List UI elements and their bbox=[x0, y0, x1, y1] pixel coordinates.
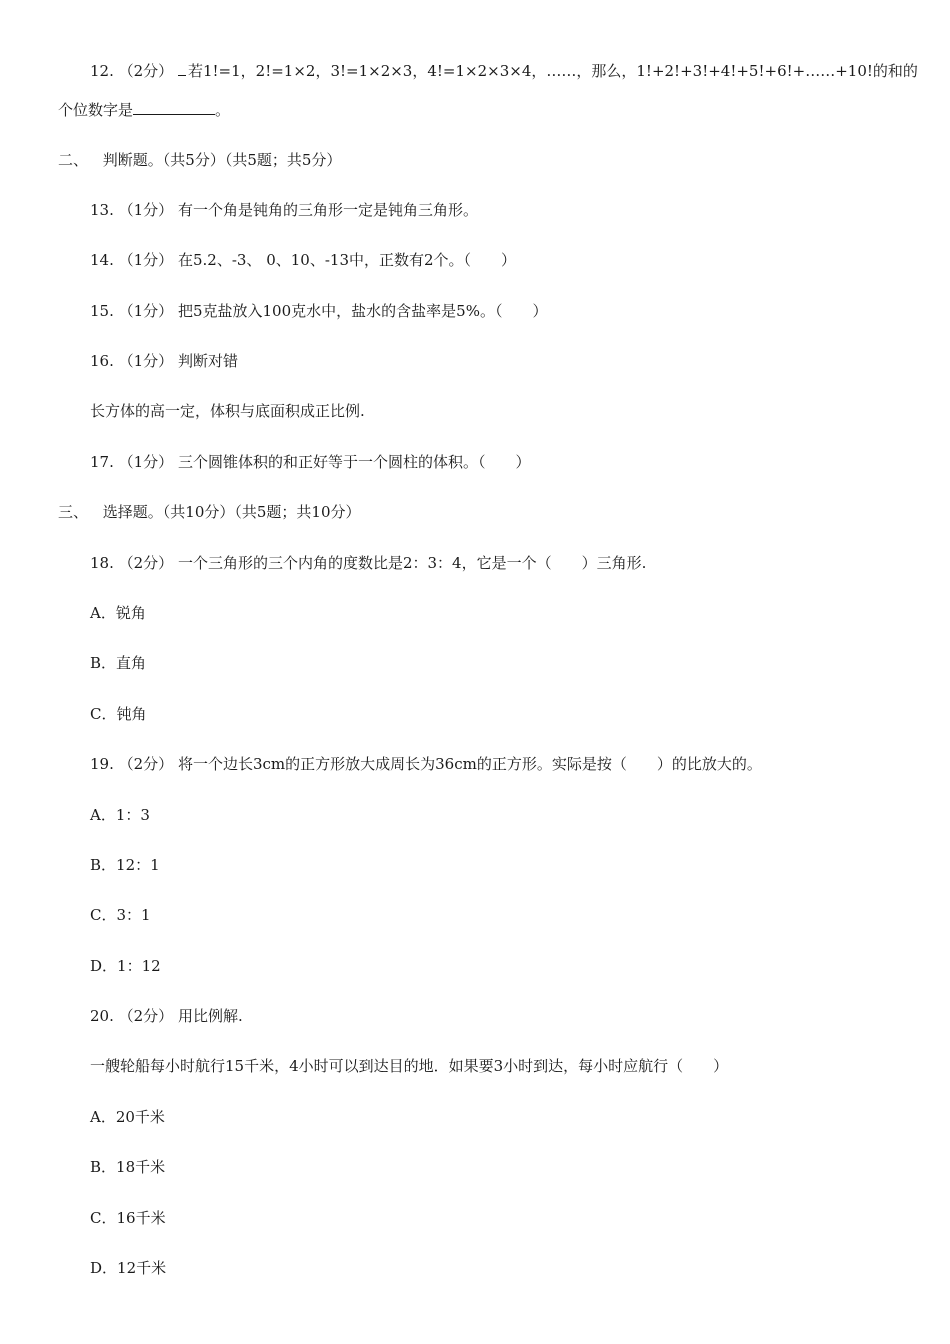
question-score: （2分） bbox=[118, 755, 174, 773]
option-c[interactable] bbox=[90, 1208, 166, 1228]
question-text: 用比例解. bbox=[177, 1007, 243, 1025]
question-15 bbox=[90, 301, 547, 321]
option-a[interactable] bbox=[90, 805, 150, 825]
option-c[interactable] bbox=[90, 905, 151, 925]
section-label: 二、 bbox=[58, 151, 89, 169]
option-b[interactable] bbox=[90, 1157, 165, 1177]
question-score: （1分） bbox=[118, 201, 174, 219]
option-letter: A． bbox=[90, 604, 116, 622]
option-letter: D． bbox=[90, 1259, 118, 1277]
option-text: 3：1 bbox=[116, 906, 151, 924]
question-score: （1分） bbox=[118, 251, 174, 269]
option-text: 20千米 bbox=[115, 1108, 165, 1126]
question-20-statement bbox=[90, 1056, 728, 1076]
question-20 bbox=[90, 1006, 243, 1026]
option-text: 锐角 bbox=[115, 604, 146, 622]
option-letter: B． bbox=[90, 856, 117, 874]
section-heading-choice bbox=[58, 502, 361, 522]
question-number: 17. bbox=[90, 453, 114, 471]
question-text: 有一个角是钝角的三角形一定是钝角三角形。 bbox=[177, 201, 478, 219]
option-a[interactable] bbox=[90, 603, 146, 623]
question-score: （2分） bbox=[118, 554, 174, 572]
question-13 bbox=[90, 200, 478, 220]
question-text: 将一个边长3cm的正方形放大成周长为36cm的正方形。实际是按（ ）的比放大的。 bbox=[177, 755, 762, 773]
question-16-statement bbox=[90, 401, 365, 421]
answer-blank-lead bbox=[178, 61, 186, 76]
question-number: 15. bbox=[90, 302, 114, 320]
option-text: 1：12 bbox=[117, 957, 161, 975]
option-d[interactable] bbox=[90, 1258, 166, 1278]
question-text: 把5克盐放入100克水中，盐水的含盐率是5%。（ ） bbox=[177, 302, 548, 320]
question-text: 判断对错 bbox=[177, 352, 238, 370]
question-score: （1分） bbox=[118, 352, 174, 370]
question-14 bbox=[90, 250, 516, 270]
option-c[interactable] bbox=[90, 704, 147, 724]
question-subtext: 一艘轮船每小时航行15千米，4小时可以到达目的地．如果要3小时到达，每小时应航行（ ） bbox=[90, 1057, 729, 1075]
section-label: 三、 bbox=[58, 503, 89, 521]
question-text: 一个三角形的三个内角的度数比是2：3：4，它是一个（ ）三角形. bbox=[177, 554, 647, 572]
question-end: 。 bbox=[215, 101, 231, 119]
question-number: 18. bbox=[90, 554, 114, 572]
question-number: 20. bbox=[90, 1007, 114, 1025]
option-letter: B． bbox=[90, 1158, 117, 1176]
option-letter: A． bbox=[90, 1108, 116, 1126]
question-12 bbox=[90, 61, 918, 81]
question-score: （2分） bbox=[118, 62, 174, 80]
question-16 bbox=[90, 351, 238, 371]
option-letter: D． bbox=[90, 957, 118, 975]
question-score: （2分） bbox=[118, 1007, 174, 1025]
option-b[interactable] bbox=[90, 653, 146, 673]
option-letter: C． bbox=[90, 906, 117, 924]
question-19 bbox=[90, 754, 762, 774]
question-text-continued: 个位数字是 bbox=[58, 101, 134, 119]
question-12-continued bbox=[58, 100, 230, 120]
option-text: 16千米 bbox=[116, 1209, 166, 1227]
option-text: 直角 bbox=[116, 654, 147, 672]
question-number: 16. bbox=[90, 352, 114, 370]
option-text: 钝角 bbox=[116, 705, 147, 723]
question-17 bbox=[90, 452, 530, 472]
answer-blank[interactable] bbox=[133, 100, 215, 115]
option-d[interactable] bbox=[90, 956, 161, 976]
option-letter: C． bbox=[90, 1209, 117, 1227]
option-text: 1：3 bbox=[115, 806, 150, 824]
question-number: 14. bbox=[90, 251, 114, 269]
section-title: 判断题。（共5分）（共5题；共5分） bbox=[102, 151, 342, 169]
option-a[interactable] bbox=[90, 1107, 165, 1127]
question-text: 三个圆锥体积的和正好等于一个圆柱的体积。（ ） bbox=[177, 453, 531, 471]
question-18 bbox=[90, 553, 646, 573]
question-score: （1分） bbox=[118, 302, 174, 320]
section-title: 选择题。（共10分）（共5题；共10分） bbox=[102, 503, 361, 521]
section-heading-judgement bbox=[58, 150, 341, 170]
option-text: 12千米 bbox=[117, 1259, 167, 1277]
option-letter: B． bbox=[90, 654, 117, 672]
question-text: 若1!=1，2!=1×2，3!=1×2×3，4!=1×2×3×4，……，那么，1!+2!+3!+4!+5!+6!+……+10!的和的 bbox=[187, 62, 918, 80]
question-text: 在5.2、-3、 0、10、-13中，正数有2个。（ ） bbox=[177, 251, 517, 269]
question-number: 13. bbox=[90, 201, 114, 219]
option-text: 12：1 bbox=[116, 856, 160, 874]
question-number: 12. bbox=[90, 62, 114, 80]
option-letter: C． bbox=[90, 705, 117, 723]
option-letter: A． bbox=[90, 806, 116, 824]
question-number: 19. bbox=[90, 755, 114, 773]
question-subtext: 长方体的高一定，体积与底面积成正比例. bbox=[90, 402, 365, 420]
option-text: 18千米 bbox=[116, 1158, 166, 1176]
question-score: （1分） bbox=[118, 453, 174, 471]
option-b[interactable] bbox=[90, 855, 160, 875]
